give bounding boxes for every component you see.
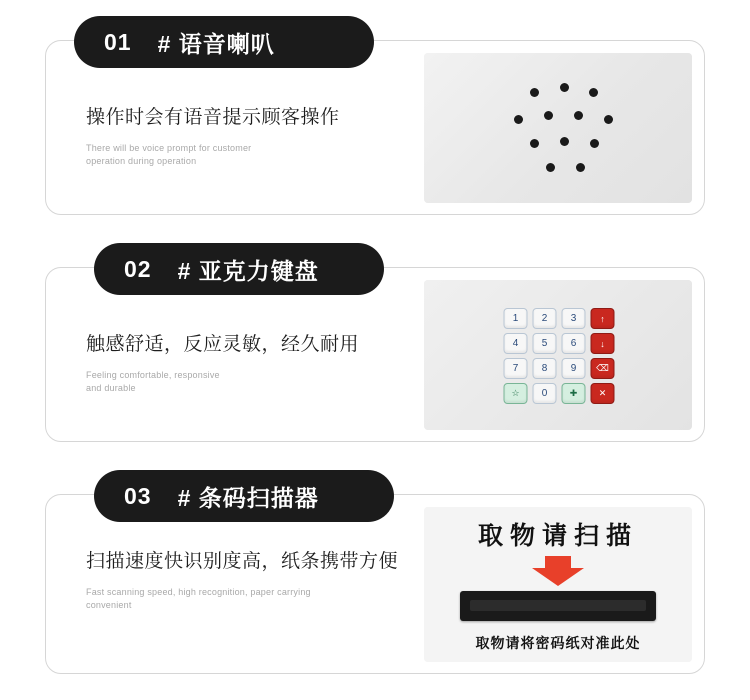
speaker-hole-icon — [604, 115, 613, 124]
feature-block-03 — [45, 482, 705, 674]
feature-badge-02 — [94, 243, 384, 295]
feature-card-02 — [45, 255, 705, 442]
keypad-key-5: 5 — [533, 333, 557, 354]
keypad-key-up-icon: ↑ — [591, 308, 615, 329]
keypad-key-cancel-icon: ✕ — [591, 383, 615, 404]
feature-number-01: 01 — [104, 28, 132, 55]
feature-text-01 — [86, 103, 426, 168]
feature-en-line1-02: Feeling comfortable, responsive — [86, 370, 220, 380]
keypad-key-star-icon: ☆ — [504, 383, 528, 404]
feature-en-line1-01: There will be voice prompt for customer — [86, 143, 252, 153]
feature-title-01: # 语音喇叭 — [157, 30, 275, 57]
speaker-hole-icon — [560, 137, 569, 146]
keypad-key-9: 9 — [562, 358, 586, 379]
keypad-plate — [424, 280, 692, 430]
speaker-hole-icon — [560, 83, 569, 92]
keypad-key-backspace-icon: ⌫ — [591, 358, 615, 379]
feature-text-02 — [86, 330, 426, 395]
feature-cn-text-02: 触感舒适，反应灵敏，经久耐用 — [86, 334, 360, 355]
speaker-hole-icon — [544, 111, 553, 120]
speaker-hole-icon — [590, 139, 599, 148]
keypad-photo — [424, 280, 692, 430]
keypad-key-6: 6 — [562, 333, 586, 354]
keypad-grid — [504, 308, 613, 402]
speaker-hole-icon — [546, 163, 555, 172]
speaker-hole-icon — [530, 88, 539, 97]
feature-number-03: 03 — [124, 482, 152, 509]
keypad-key-7: 7 — [504, 358, 528, 379]
keypad-key-0: 0 — [533, 383, 557, 404]
feature-en-line2-03: convenient — [86, 600, 132, 610]
scanner-slot — [460, 591, 656, 621]
speaker-plate — [424, 53, 692, 203]
speaker-hole-icon — [530, 139, 539, 148]
feature-en-text-03 — [86, 586, 406, 612]
feature-title-02: # 亚克力键盘 — [177, 257, 319, 284]
feature-en-text-02 — [86, 369, 426, 395]
speaker-hole-icon — [574, 111, 583, 120]
keypad-key-1: 1 — [504, 308, 528, 329]
keypad-key-2: 2 — [533, 308, 557, 329]
down-arrow-icon — [532, 556, 584, 586]
keypad-key-8: 8 — [533, 358, 557, 379]
feature-en-line2-02: and durable — [86, 383, 136, 393]
feature-badge-03 — [94, 470, 394, 522]
feature-block-01 — [45, 28, 705, 215]
keypad-key-4: 4 — [504, 333, 528, 354]
feature-title-03: # 条码扫描器 — [177, 484, 319, 511]
scanner-plate — [424, 507, 692, 662]
feature-card-03 — [45, 482, 705, 674]
feature-en-line1-03: Fast scanning speed, high recognition, paper carrying — [86, 587, 311, 597]
scanner-photo — [424, 507, 692, 662]
arrow-head — [532, 568, 584, 586]
keypad-key-3: 3 — [562, 308, 586, 329]
keypad-key-plus-icon: ✚ — [562, 383, 586, 404]
feature-cn-text-03: 扫描速度快识别度高，纸条携带方便 — [86, 551, 399, 572]
keypad-key-down-icon: ↓ — [591, 333, 615, 354]
feature-en-line2-01: operation during operation — [86, 156, 197, 166]
feature-cn-text-01: 操作时会有语音提示顾客操作 — [86, 107, 340, 128]
feature-en-text-01 — [86, 142, 426, 168]
feature-block-02 — [45, 255, 705, 442]
speaker-hole-icon — [514, 115, 523, 124]
speaker-hole-icon — [576, 163, 585, 172]
scanner-caption: 取物请将密码纸对准此处 — [475, 635, 641, 651]
scanner-headline: 取物请扫描 — [477, 522, 638, 550]
feature-badge-01 — [74, 16, 374, 68]
feature-number-02: 02 — [124, 255, 152, 282]
feature-card-01 — [45, 28, 705, 215]
feature-text-03 — [86, 547, 406, 612]
speaker-hole-icon — [589, 88, 598, 97]
speaker-photo — [424, 53, 692, 203]
